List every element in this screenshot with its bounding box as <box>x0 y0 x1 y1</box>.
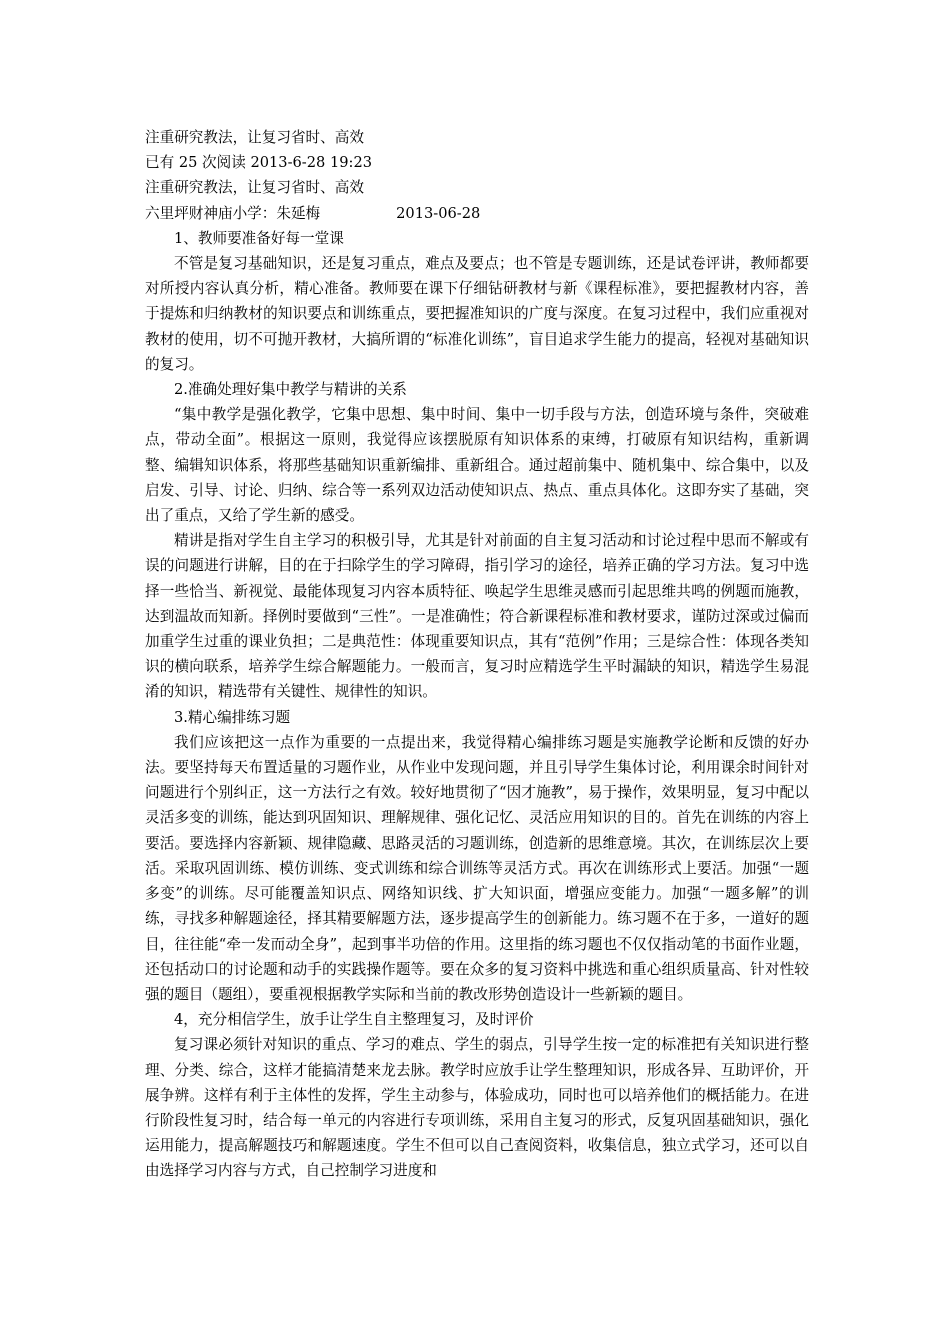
section-heading-4: 4，充分相信学生，放手让学生自主整理复习，及时评价 <box>174 1011 534 1029</box>
article-title: 注重研究教法，让复习省时、高效 <box>145 129 364 146</box>
author-line <box>145 201 809 226</box>
read-count-timestamp: 已有 25 次阅读 2013-6-28 19:23 <box>145 154 373 172</box>
section-heading-3: 3.精心编排练习题 <box>174 708 291 726</box>
section-2-paragraph-1: “集中教学是强化教学，它集中思想、集中时间、集中一切手段与方法，创造环境与条件，突破难点，带动全面”。根据这一原则，我觉得应该摆脱原有知识体系的束缚，打破原有知识结构，重新调整、编辑知识体系，将那些基础知识重新编排、重新组合。通过超前集中、随机集中、综合集中，以及启发、引导、讨论、归纳、综合等一系列双边活动使知识点、热点、重点具体化。这即夯实了基础，突出了重点，又给了学生新的感受。 <box>145 406 809 525</box>
document-page <box>145 125 809 1184</box>
section-3-paragraph-1: 我们应该把这一点作为重要的一点提出来，我觉得精心编排练习题是实施教学论断和反馈的好办法。要坚持每天布置适量的习题作业，从作业中发现问题，并且引导学生集体讨论，利用课余时间针对问题进行个别纠正，这一方法行之有效。较好地贯彻了“因才施教”，易于操作，效果明显，复习中配以灵活多变的训练，能达到巩固知识、理解规律、强化记忆、灵活应用知识的目的。首先在训练的内容上要活。要选择内容新颖、规律隐藏、思路灵活的习题训练，创造新的思维意境。其次，在训练层次上要活。采取巩固训练、模仿训练、变式训练和综合训练等灵活方式。再次在训练形式上要活。加强“一题多变”的训练。尽可能覆盖知识点、网络知识线、扩大知识面，增强应变能力。加强“一题多解”的训练，寻找多种解题途径，择其精要解题方法，逐步提高学生的创新能力。练习题不在于多，一道好的题目，往往能“牵一发而动全身”，起到事半功倍的作用。这里指的练习题也不仅仅指动笔的书面作业题，还包括动口的讨论题和动手的实践操作题等。要在众多的复习资料中挑选和重心组织质量高、针对性较强的题目（题组），要重视根据教学实际和当前的教改形势创造设计一些新颖的题目。 <box>145 733 809 1003</box>
section-heading-2: 2.准确处理好集中教学与精讲的关系 <box>174 381 407 399</box>
section-4-paragraph-1: 复习课必须针对知识的重点、学习的难点、学生的弱点，引导学生按一定的标准把有关知识进行整理、分类、综合，这样才能搞清楚来龙去脉。教学时应放手让学生整理知识，形成各异、互助评价，开展争辨。这样有利于主体性的发挥，学生主动参与，体验成功，同时也可以培养他们的概括能力。在进行阶段性复习时，结合每一单元的内容进行专项训练，采用自主复习的形式，反复巩固基础知识，强化运用能力，提高解题技巧和解题速度。学生不但可以自己查阅资料，收集信息，独立式学习，还可以自由选择学习内容与方式，自己控制学习进度和 <box>145 1036 809 1180</box>
publish-date: 2013-06-28 <box>396 204 481 222</box>
section-heading-1: 1、教师要准备好每一堂课 <box>174 229 344 247</box>
article-title-repeat: 注重研究教法，让复习省时、高效 <box>145 179 364 197</box>
author-name: 六里坪财神庙小学：朱延梅 <box>145 204 321 222</box>
section-2-paragraph-2: 精讲是指对学生自主学习的积极引导，尤其是针对前面的自主复习活动和讨论过程中思而不解或有误的问题进行讲解，目的在于扫除学生的学习障碍，指引学习的途径，培养正确的学习方法。复习中选择一些恰当、新视觉、最能体现复习内容本质特征、唤起学生思维灵感而引起思维共鸣的例题而施教，达到温故而知新。择例时要做到“三性”。一是准确性；符合新课程标准和教材要求，谨防过深或过偏而加重学生过重的课业负担；二是典范性：体现重要知识点，其有“范例”作用；三是综合性：体现各类知识的横向联系，培养学生综合解题能力。一般而言，复习时应精选学生平时漏缺的知识，精选学生易混淆的知识，精选带有关键性、规律性的知识。 <box>145 532 809 701</box>
section-1-paragraph-1: 不管是复习基础知识，还是复习重点，难点及要点；也不管是专题训练，还是试卷评讲，教师都要对所授内容认真分析，精心准备。教师要在课下仔细钻研教材与新《课程标准》，要把握教材内容，善于提炼和归纳教材的知识要点和训练重点，要把握准知识的广度与深度。在复习过程中，我们应重视对教材的使用，切不可抛开教材，大搞所谓的“标准化训练”，盲目追求学生能力的提高，轻视对基础知识的复习。 <box>145 255 809 373</box>
